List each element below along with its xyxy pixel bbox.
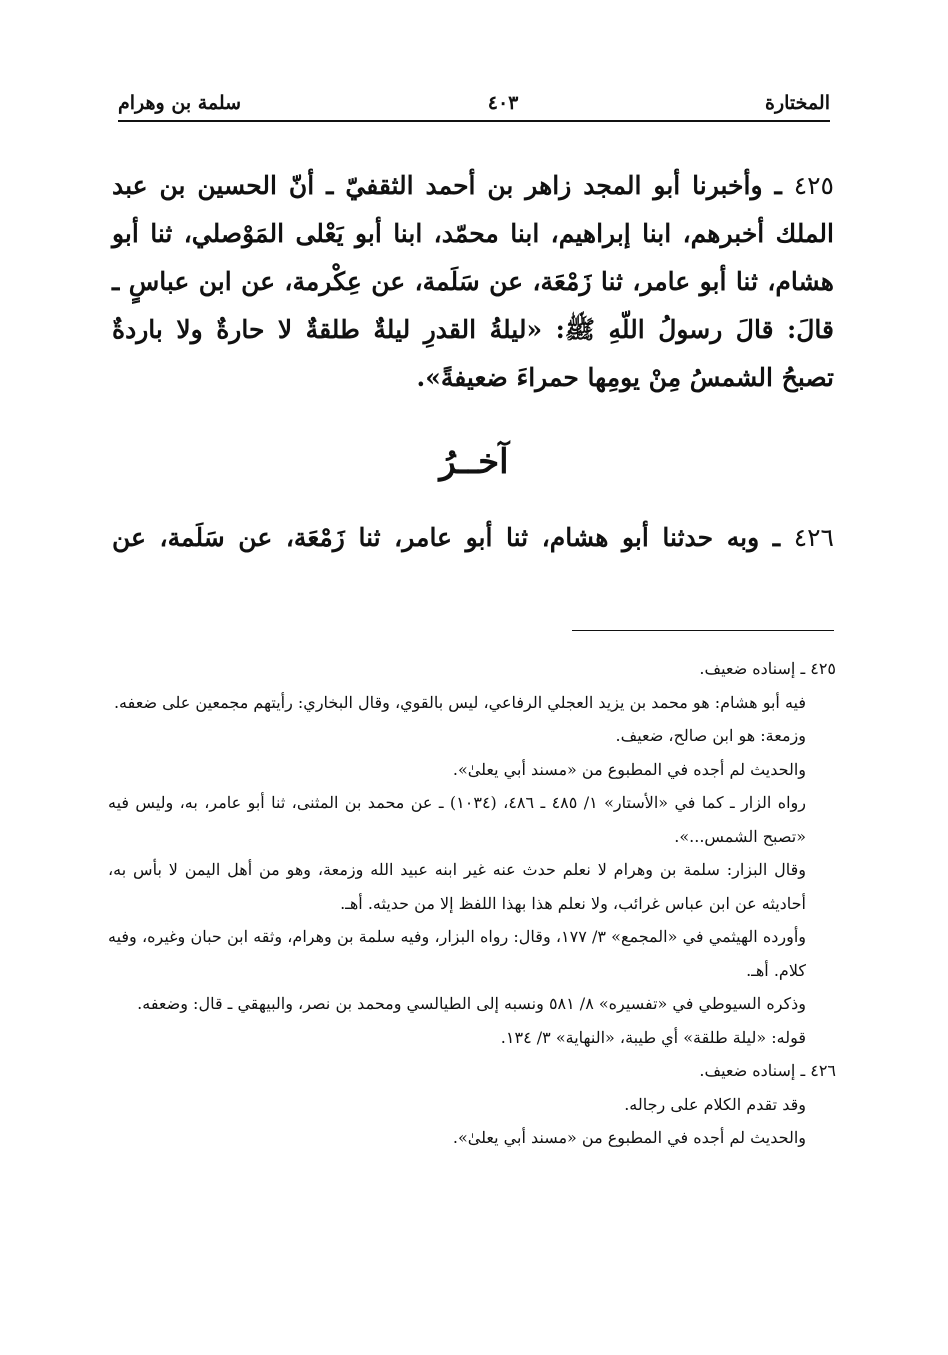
hadith-number: ٤٢٦: [793, 523, 834, 552]
footnote-line: وقد تقدم الكلام على رجاله.: [624, 1094, 806, 1114]
footnote-line: وذكره السيوطي في «تفسيره» ٨/ ٥٨١ ونسبه إلى الطيالسي ومحمد بن نصر، والبيهقي ـ قال: وضعفه.: [137, 994, 806, 1013]
header-book-title: المختارة: [765, 92, 830, 114]
footnote-line: قوله: «ليلة طلقة» أي طيبة، «النهاية» ٣/ ١٣٤.: [500, 1027, 806, 1047]
footnote-426-heading: ٤٢٦ ـ إسناده ضعيف.: [699, 1061, 836, 1080]
footnote-line: والحديث لم أجده في المطبوع من «مسند أبي يعلىٰ».: [452, 759, 806, 779]
hadith-426: [112, 514, 834, 562]
hadith-number: ٤٢٥: [793, 171, 834, 200]
footnotes: [108, 652, 836, 1155]
running-header: [118, 84, 830, 122]
section-title: آخــرُ: [439, 442, 509, 482]
footnote-line: وقال البزار: سلمة بن وهرام لا نعلم حدث عنه غير ابنه عبيد الله وزمعة، وهو من أهل اليمن لا بأس به، أحاديثه عن ابن عباس غرائب، ولا نعلم هذا بهذا اللفظ إلا من حديثه. أهـ.: [108, 860, 807, 913]
footnote-426-body: [108, 1088, 806, 1155]
footnote-line: وأورده الهيثمي في «المجمع» ٣/ ١٧٧، وقال: رواه البزار، وفيه سلمة بن وهرام، وثقه ابن حبان وغيره، وفيه كلام. أهـ.: [108, 927, 807, 980]
hadith-425: [112, 162, 834, 402]
footnote-line: وزمعة: هو ابن صالح، ضعيف.: [615, 726, 806, 745]
footnote-425-heading: ٤٢٥ ـ إسناده ضعيف.: [699, 659, 836, 678]
footnote-425-body: [108, 686, 806, 1055]
footnote-line: رواه الزار ـ كما في «الأستار» ١/ ٤٨٥ ـ ٤٨٦، (١٠٣٤) ـ عن محمد بن المثنى، ثنا أبو عامر، به، وليس فيه «تصبح الشمس...».: [108, 793, 807, 846]
hadith-text: ـ وأخبرنا أبو المجد زاهر بن أحمد الثقفيّ ـ أنّ الحسين بن عبد الملك أخبرهم، ابنا إبراهيم، ابنا محمّد، ابنا أبو يَعْلى المَوْصلي، ثنا أبو هشام، ثنا أبو عامر، ثنا زَمْعَة، عن سَلَمة، عن عِكْرمة، عن ابن عباسٍ ـ قالَ: قالَ رسولُ اللّهِ ﷺ: «ليلةُ القدرِ ليلةٌ طلقةٌ لا حارةٌ ولا باردةٌ تصبحُ الشمسُ مِنْ يومِها حمراءَ ضعيفةً».: [112, 171, 834, 392]
footnote-line: والحديث لم أجده في المطبوع من «مسند أبي يعلىٰ».: [452, 1128, 806, 1147]
footnote-separator: [572, 630, 834, 631]
page-number: ٤٠٣: [487, 92, 519, 114]
footnote-line: فيه أبو هشام: هو محمد بن يزيد العجلي الرفاعي، ليس بالقوي، وقال البخاري: رأيتهم مجمعين على ضعفه.: [113, 692, 806, 712]
hadith-text: ـ وبه حدثنا أبو هشام، ثنا أبو عامر، ثنا زَمْعَة، عن سَلَمة، عن: [112, 523, 781, 552]
header-chapter-title: سلمة بن وهرام: [118, 92, 242, 114]
